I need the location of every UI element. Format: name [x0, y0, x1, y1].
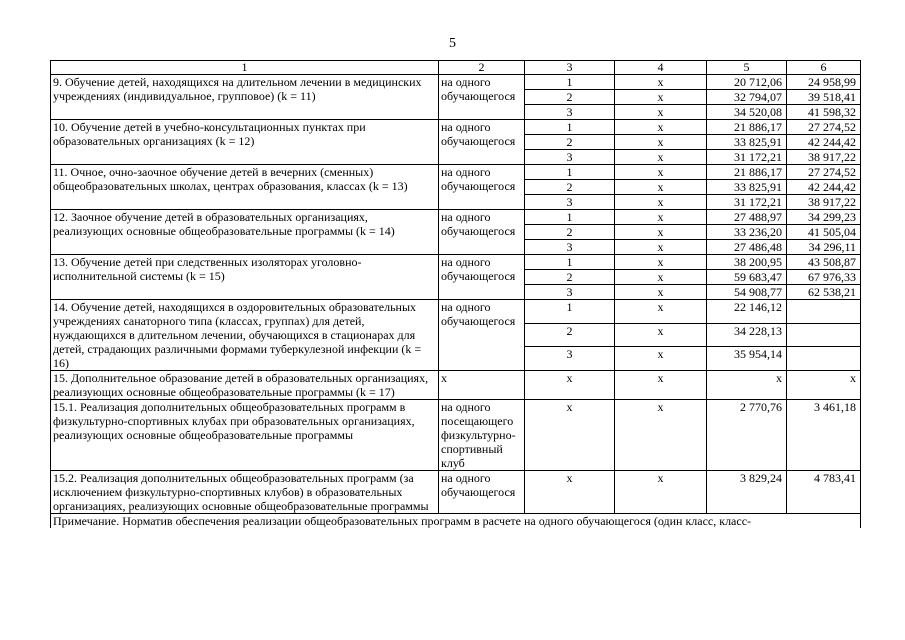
level-cell: 2 [525, 90, 615, 105]
value-cell-6 [787, 347, 861, 371]
level-cell: 3 [525, 240, 615, 255]
value-cell-6: 41 505,04 [787, 225, 861, 240]
value-cell-6: 27 274,52 [787, 120, 861, 135]
mark-cell: x [615, 347, 707, 371]
value-cell-6: 3 461,18 [787, 400, 861, 471]
value-cell-6: 24 958,99 [787, 75, 861, 90]
value-cell-5: 3 829,24 [707, 471, 787, 514]
level-cell: 1 [525, 300, 615, 324]
note-row [51, 514, 861, 529]
level-cell: 2 [525, 180, 615, 195]
value-cell-5: 22 146,12 [707, 300, 787, 324]
level-cell: x [525, 371, 615, 400]
mark-cell: x [615, 120, 707, 135]
value-cell-5: 35 954,14 [707, 347, 787, 371]
norm-table [50, 60, 861, 528]
table-row [51, 300, 861, 324]
program-description: 11. Очное, очно-заочное обучение детей в вечерних (сменных) общеобразовательных школах, центрах образования, классах (k = 13) [51, 165, 439, 210]
level-cell: 2 [525, 225, 615, 240]
value-cell-6: 34 299,23 [787, 210, 861, 225]
mark-cell: x [615, 323, 707, 347]
mark-cell: x [615, 225, 707, 240]
program-description: 10. Обучение детей в учебно-консультационных пунктах при образовательных организациях (k = 12) [51, 120, 439, 165]
mark-cell: x [615, 75, 707, 90]
mark-cell: x [615, 270, 707, 285]
value-cell-5: 34 228,13 [707, 323, 787, 347]
value-cell-5: 21 886,17 [707, 165, 787, 180]
value-cell-6 [787, 323, 861, 347]
level-cell: 3 [525, 105, 615, 120]
value-cell-5: 59 683,47 [707, 270, 787, 285]
value-cell-5: 32 794,07 [707, 90, 787, 105]
mark-cell: x [615, 240, 707, 255]
mark-cell: x [615, 105, 707, 120]
column-header: 2 [439, 61, 525, 75]
table-row [51, 471, 861, 514]
level-cell: 3 [525, 347, 615, 371]
value-cell-5: 31 172,21 [707, 195, 787, 210]
level-cell: 2 [525, 270, 615, 285]
table-row [51, 210, 861, 225]
value-cell-6: x [787, 371, 861, 400]
level-cell: x [525, 400, 615, 471]
program-description: 12. Заочное обучение детей в образовательных организациях, реализующих основные общеобразовательные программы (k = 14) [51, 210, 439, 255]
unit-label: на одного обучающегося [439, 210, 525, 255]
mark-cell: x [615, 471, 707, 514]
page-number: 5 [449, 36, 456, 51]
level-cell: 1 [525, 255, 615, 270]
column-header: 3 [525, 61, 615, 75]
column-header: 1 [51, 61, 439, 75]
value-cell-5: 33 825,91 [707, 135, 787, 150]
value-cell-6 [787, 300, 861, 324]
value-cell-6: 41 598,32 [787, 105, 861, 120]
value-cell-5: 21 886,17 [707, 120, 787, 135]
column-header: 4 [615, 61, 707, 75]
mark-cell: x [615, 150, 707, 165]
level-cell: 1 [525, 120, 615, 135]
unit-label: на одного обучающегося [439, 120, 525, 165]
mark-cell: x [615, 165, 707, 180]
value-cell-5: 27 488,97 [707, 210, 787, 225]
column-header: 5 [707, 61, 787, 75]
level-cell: 1 [525, 75, 615, 90]
value-cell-6: 27 274,52 [787, 165, 861, 180]
level-cell: 3 [525, 285, 615, 300]
value-cell-6: 42 244,42 [787, 180, 861, 195]
value-cell-5: 2 770,76 [707, 400, 787, 471]
program-description: 15. Дополнительное образование детей в образовательных организациях, реализующих основные общеобразовательные программы (k = 17) [51, 371, 439, 400]
table-row [51, 165, 861, 180]
unit-label: на одного обучающегося [439, 255, 525, 300]
value-cell-6: 39 518,41 [787, 90, 861, 105]
program-description: 15.2. Реализация дополнительных общеобразовательных программ (за исключением физкультурно-спортивных клубов) в образовательных организациях, реализующих основные общеобразовательные программы [51, 471, 439, 514]
value-cell-6: 67 976,33 [787, 270, 861, 285]
value-cell-5: 33 236,20 [707, 225, 787, 240]
value-cell-5: 31 172,21 [707, 150, 787, 165]
level-cell: 2 [525, 323, 615, 347]
mark-cell: x [615, 195, 707, 210]
unit-label: на одного обучающегося [439, 165, 525, 210]
table-row [51, 75, 861, 90]
note-text: Примечание. Норматив обеспечения реализации общеобразовательных программ в расчете на одного обучающегося (один класс, класс- [51, 514, 861, 529]
value-cell-6: 38 917,22 [787, 150, 861, 165]
column-header: 6 [787, 61, 861, 75]
value-cell-6: 34 296,11 [787, 240, 861, 255]
value-cell-5: 27 486,48 [707, 240, 787, 255]
value-cell-5: 34 520,08 [707, 105, 787, 120]
table-row [51, 371, 861, 400]
header-row [51, 61, 861, 75]
level-cell: x [525, 471, 615, 514]
level-cell: 1 [525, 210, 615, 225]
value-cell-6: 42 244,42 [787, 135, 861, 150]
mark-cell: x [615, 300, 707, 324]
unit-label: на одного посещающего физкультурно-спортивный клуб [439, 400, 525, 471]
mark-cell: x [615, 135, 707, 150]
mark-cell: x [615, 255, 707, 270]
value-cell-6: 62 538,21 [787, 285, 861, 300]
unit-label: x [439, 371, 525, 400]
value-cell-5: 20 712,06 [707, 75, 787, 90]
mark-cell: x [615, 285, 707, 300]
table-row [51, 400, 861, 471]
level-cell: 3 [525, 195, 615, 210]
value-cell-5: 54 908,77 [707, 285, 787, 300]
unit-label: на одного обучающегося [439, 471, 525, 514]
unit-label: на одного обучающегося [439, 75, 525, 120]
value-cell-6: 43 508,87 [787, 255, 861, 270]
mark-cell: x [615, 210, 707, 225]
program-description: 9. Обучение детей, находящихся на длительном лечении в медицинских учреждениях (индивидуальное, групповое) (k = 11) [51, 75, 439, 120]
table-row [51, 120, 861, 135]
program-description: 14. Обучение детей, находящихся в оздоровительных образовательных учреждениях санаторного типа (классах, группах) для детей, нуждающихся в длительном лечении, обучающихся в стационарах для детей, страдающих различными формами туберкулезной инфекции (k = 16) [51, 300, 439, 371]
value-cell-5: 38 200,95 [707, 255, 787, 270]
level-cell: 3 [525, 150, 615, 165]
value-cell-6: 38 917,22 [787, 195, 861, 210]
level-cell: 2 [525, 135, 615, 150]
program-description: 13. Обучение детей при следственных изоляторах уголовно-исполнительной системы (k = 15) [51, 255, 439, 300]
mark-cell: x [615, 180, 707, 195]
level-cell: 1 [525, 165, 615, 180]
mark-cell: x [615, 90, 707, 105]
unit-label: на одного обучающегося [439, 300, 525, 371]
table-row [51, 255, 861, 270]
value-cell-5: 33 825,91 [707, 180, 787, 195]
mark-cell: x [615, 371, 707, 400]
value-cell-5: x [707, 371, 787, 400]
mark-cell: x [615, 400, 707, 471]
program-description: 15.1. Реализация дополнительных общеобразовательных программ в физкультурно-спортивных клубах при образовательных организациях, реализующих основные общеобразовательные программы [51, 400, 439, 471]
value-cell-6: 4 783,41 [787, 471, 861, 514]
